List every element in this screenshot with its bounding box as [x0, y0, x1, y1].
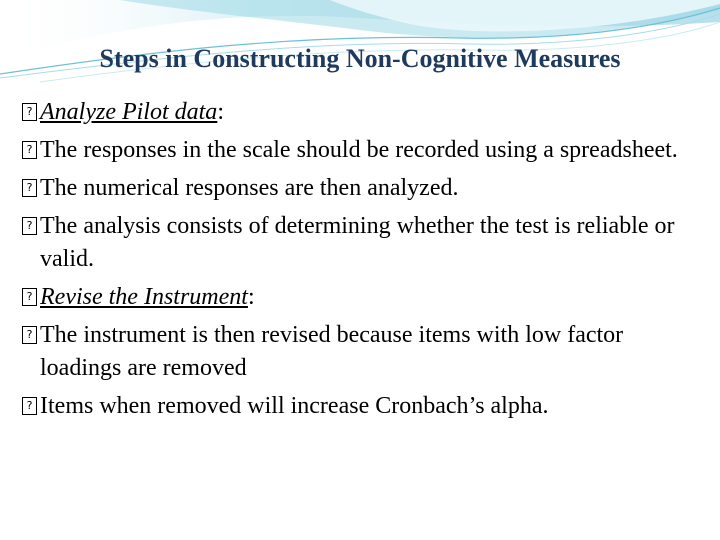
- missing-glyph-icon: ?: [22, 326, 37, 344]
- bullet-text: The numerical responses are then analyzed.: [40, 175, 459, 201]
- bullet-text: Items when removed will increase Cronbach’s alpha.: [40, 393, 549, 419]
- missing-glyph-icon: ?: [22, 217, 37, 235]
- heading-text: Revise the Instrument: [40, 284, 248, 310]
- bullet-text: The responses in the scale should be recorded using a spreadsheet.: [40, 137, 678, 163]
- heading-text: Analyze Pilot data: [40, 99, 218, 125]
- slide-title: Steps in Constructing Non-Cognitive Measures: [99, 44, 621, 73]
- heading-suffix: :: [247, 284, 255, 310]
- heading-suffix: :: [217, 99, 224, 125]
- missing-glyph-icon: ?: [22, 288, 37, 306]
- bullet-list: [22, 96, 702, 428]
- bullet-item: [22, 210, 702, 276]
- bullet-heading-analyze: [22, 96, 702, 129]
- bullet-item: [22, 319, 702, 385]
- missing-glyph-icon: ?: [22, 179, 37, 197]
- bullet-text: The analysis consists of determining whether the test is reliable or valid.: [40, 213, 675, 272]
- bullet-text: The instrument is then revised because items with low factor loadings are removed: [40, 322, 624, 381]
- bullet-item: [22, 172, 702, 205]
- missing-glyph-icon: ?: [22, 141, 37, 159]
- missing-glyph-icon: ?: [22, 397, 37, 415]
- bullet-item: [22, 134, 702, 167]
- bullet-heading-revise: [22, 281, 702, 314]
- bullet-item: [22, 390, 702, 423]
- missing-glyph-icon: ?: [22, 103, 37, 121]
